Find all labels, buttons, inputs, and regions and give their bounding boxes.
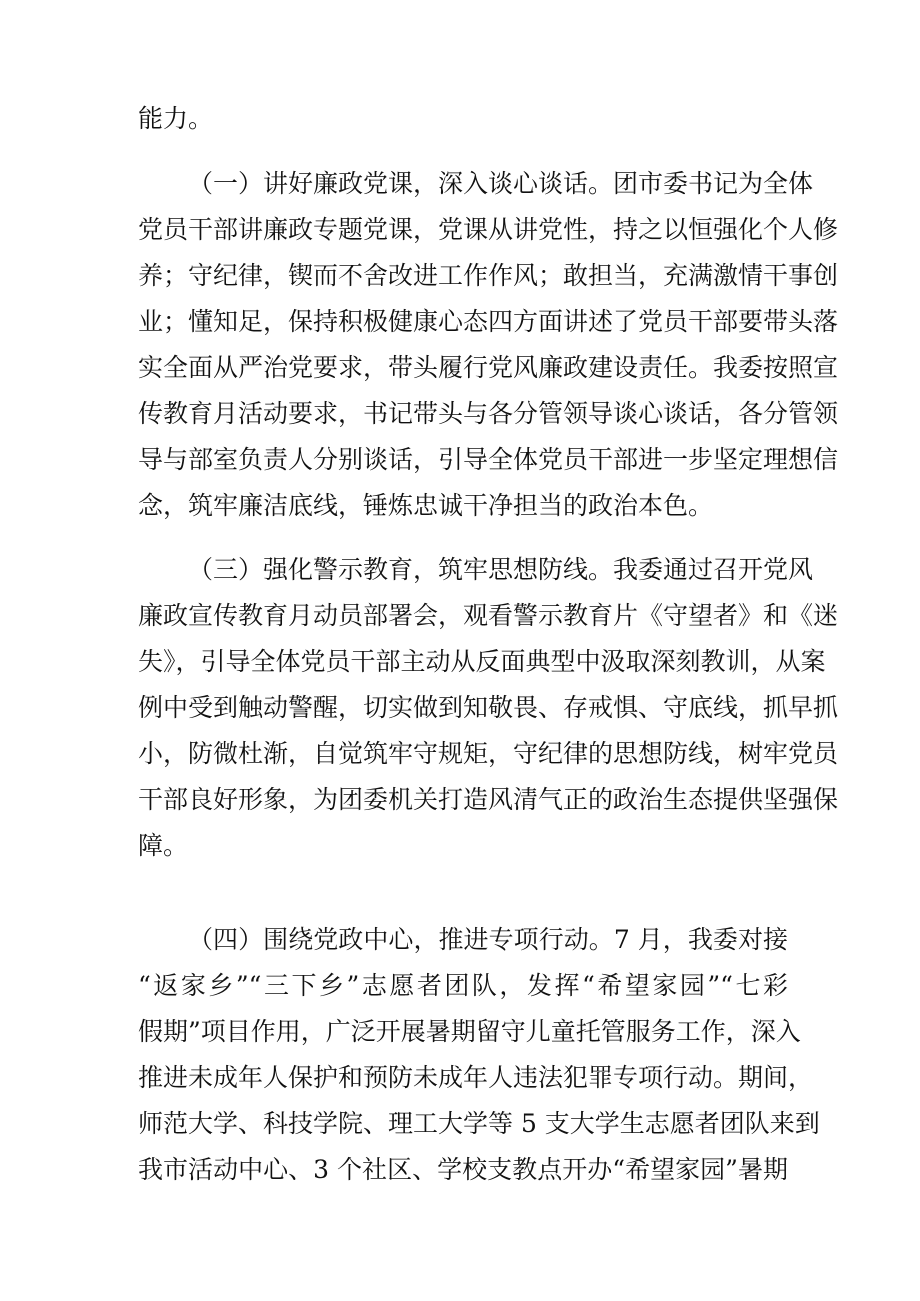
text-line: 干部良好形象，为团委机关打造风清气正的政治生态提供坚强保 (138, 785, 839, 814)
text-line: 念，筑牢廉洁底线，锤炼忠诚干净担当的政治本色。 (138, 491, 714, 520)
text-line: 小，防微杜渐，自觉筑牢守规矩，守纪律的思想防线，树牢党员 (138, 739, 839, 768)
section-heading-line: （三）强化警示教育，筑牢思想防线。我委通过召开党风 (188, 555, 814, 584)
section-heading-line: （一）讲好廉政党课，深入谈心谈话。团市委书记为全体 (188, 169, 814, 198)
section-heading-line: （四）围绕党政中心，推进专项行动。7 月，我委对接 (188, 925, 788, 954)
text-line: 业；懂知足，保持积极健康心态四方面讲述了党员干部要带头落 (138, 307, 839, 336)
text-line: 例中受到触动警醒，切实做到知敬畏、存戒惧、守底线，抓早抓 (138, 693, 839, 722)
text-line: 实全面从严治党要求，带头履行党风廉政建设责任。我委按照宣 (138, 353, 839, 382)
text-line: 养；守纪律，锲而不舍改进工作作风；敢担当，充满激情干事创 (138, 261, 839, 290)
text-line: 师范大学、科技学院、理工大学等 5 支大学生志愿者团队来到 (138, 1109, 820, 1138)
text-line: “返家乡”“三下乡”志愿者团队，发挥“希望家园”“七彩 (138, 971, 788, 1000)
text-line: 障。 (138, 831, 189, 860)
text-line: 假期”项目作用，广泛开展暑期留守儿童托管服务工作，深入 (138, 1017, 801, 1046)
text-line: 我市活动中心、3 个社区、学校支教点开办“希望家园”暑期 (138, 1155, 788, 1184)
text-line: 党员干部讲廉政专题党课，党课从讲党性，持之以恒强化个人修 (138, 215, 839, 244)
text-line: 失》，引导全体党员干部主动从反面典型中汲取深刻教训，从案 (138, 647, 826, 676)
text-line: 导与部室负责人分别谈话，引导全体党员干部进一步坚定理想信 (138, 445, 839, 474)
text-line: 能力。 (138, 104, 214, 133)
text-line: 廉政宣传教育月动员部署会，观看警示教育片《守望者》和《迷 (138, 601, 839, 630)
text-line: 传教育月活动要求，书记带头与各分管领导谈心谈话，各分管领 (138, 399, 839, 428)
text-line: 推进未成年人保护和预防未成年人违法犯罪专项行动。期间， (138, 1063, 814, 1092)
